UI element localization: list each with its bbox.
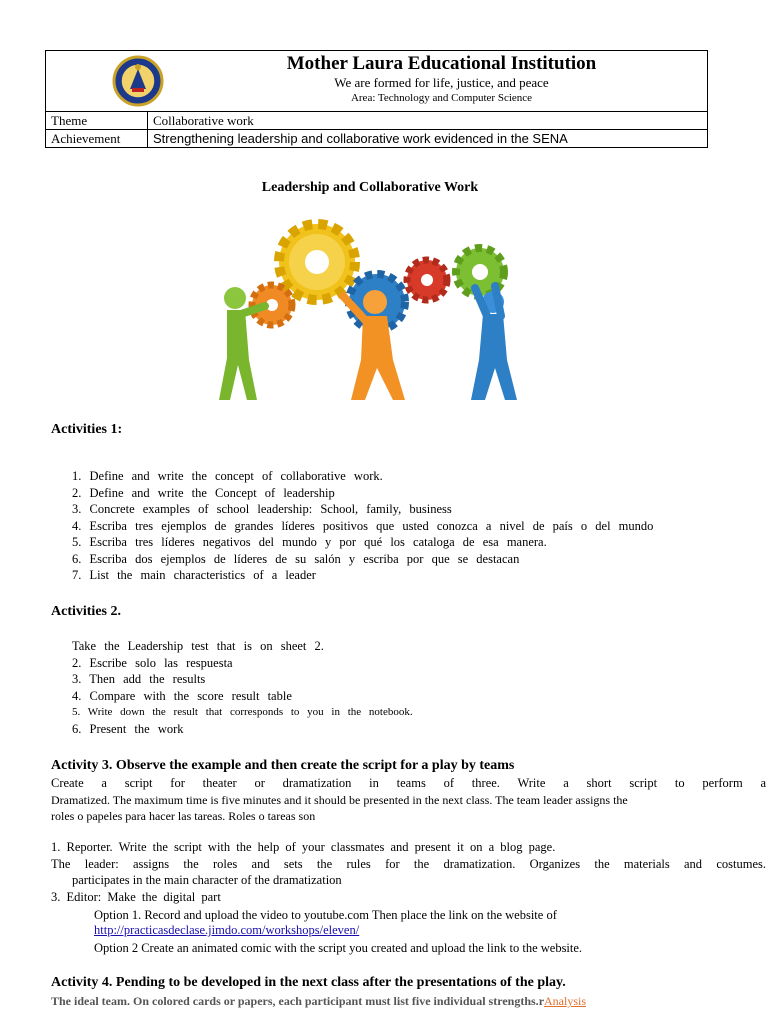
gear-yellow-icon — [279, 224, 355, 300]
list-item: 2. Define and write the Concept of leadership — [72, 485, 335, 500]
list-item: Take the Leadership test that is on sheet 2. — [72, 639, 324, 653]
institution-block — [176, 53, 707, 105]
list-item: 3. Concrete examples of school leadership: School, family, business — [72, 502, 452, 516]
list-item: 5. Escriba tres líderes negativos del mundo y por qué los cataloga de esa manera. — [72, 535, 547, 549]
achievement-row — [46, 130, 707, 147]
role-leader-line2: participates in the main character of the dramatization — [72, 873, 342, 887]
header-table — [45, 50, 708, 148]
activity4-trail: r — [538, 994, 545, 1008]
activity3-paragraph — [51, 775, 766, 825]
list-item: 5. Write down the result that corresponds to you in the notebook. — [72, 706, 413, 718]
header-top — [46, 51, 707, 112]
list-item: 2. Escribe solo las respuesta — [72, 655, 233, 670]
analysis-field: Analysis — [544, 994, 587, 1008]
role-reporter: 1. Reporter. Write the script with the help of your classmates and present it on a blog page. — [51, 840, 556, 854]
list-item: 4. Compare with the score result table — [72, 688, 292, 703]
list-item: 6. Escriba dos ejemplos de líderes de su salón y escriba por que se destacan — [72, 551, 520, 566]
activity3-heading: Activity 3. Observe the example and then create the script for a play by teams — [51, 758, 515, 773]
list-item: 7. List the main characteristics of a leader — [72, 568, 316, 582]
activities2-list — [72, 638, 413, 737]
theme-label: Theme — [46, 112, 148, 129]
option1-text: Option 1. Record and upload the video to youtube.com Then place the link on the website of — [94, 908, 557, 922]
roles-block — [51, 839, 766, 905]
option1-link-line — [94, 922, 359, 938]
school-crest-icon — [112, 55, 164, 107]
activity4-text: The ideal team. On colored cards or papers, each participant must list five individual strengths. — [51, 994, 539, 1008]
theme-value: Collaborative work — [153, 113, 254, 128]
document-title: Leadership and Collaborative Work — [261, 180, 479, 195]
activity4-heading: Activity 4. Pending to be developed in the next class after the presentations of the play. — [51, 975, 566, 990]
activities2-heading: Activities 2. — [51, 604, 121, 619]
figure-blue-icon — [471, 286, 517, 400]
achievement-label: Achievement — [46, 130, 148, 147]
activities1-list — [72, 468, 653, 584]
activities1-heading: Activities 1: — [51, 422, 123, 437]
role-leader-line1: The leader: assigns the roles and sets the rules for the dramatization. Organizes the materials and costumes. — [51, 856, 766, 871]
option2-line — [72, 940, 582, 956]
gear-red-icon — [407, 260, 447, 300]
list-item: 1. Define and write the concept of collaborative work. — [72, 469, 383, 483]
institution-motto: We are formed for life, justice, and peace — [334, 75, 549, 90]
gears-teamwork-illustration — [205, 210, 535, 410]
institution-area: Area: Technology and Computer Science — [350, 92, 533, 104]
role-editor: 3. Editor: Make the digital part — [51, 889, 221, 904]
achievement-value: Strengthening leadership and collaborative work evidenced in the SENA — [153, 131, 568, 146]
institution-name: Mother Laura Educational Institution — [286, 53, 597, 74]
list-item: 6. Present the work — [72, 721, 184, 736]
option2-text: Option 2 Create an animated comic with the script you created and upload the link to the website. — [94, 941, 583, 955]
activity3-line1: Create a script for theater or dramatization in teams of three. Write a short script to perform a — [51, 776, 766, 790]
theme-row — [46, 112, 707, 130]
activity3-line2: Dramatized. The maximum time is five minutes and it should be presented in the next class. The team leader assigns the — [51, 792, 628, 807]
list-item: 3. Then add the results — [72, 672, 206, 686]
option1-line — [72, 907, 557, 923]
workshop-link[interactable]: http://practicasdeclase.jimdo.com/workshops/eleven/ — [94, 923, 360, 937]
list-item: 4. Escriba tres ejemplos de grandes líderes positivos que usted conozca a nivel de país o del mundo — [72, 518, 654, 533]
activity4-line — [51, 994, 586, 1009]
activity3-line3: roles o papeles para hacer las tareas. Roles o tareas son — [51, 809, 316, 823]
